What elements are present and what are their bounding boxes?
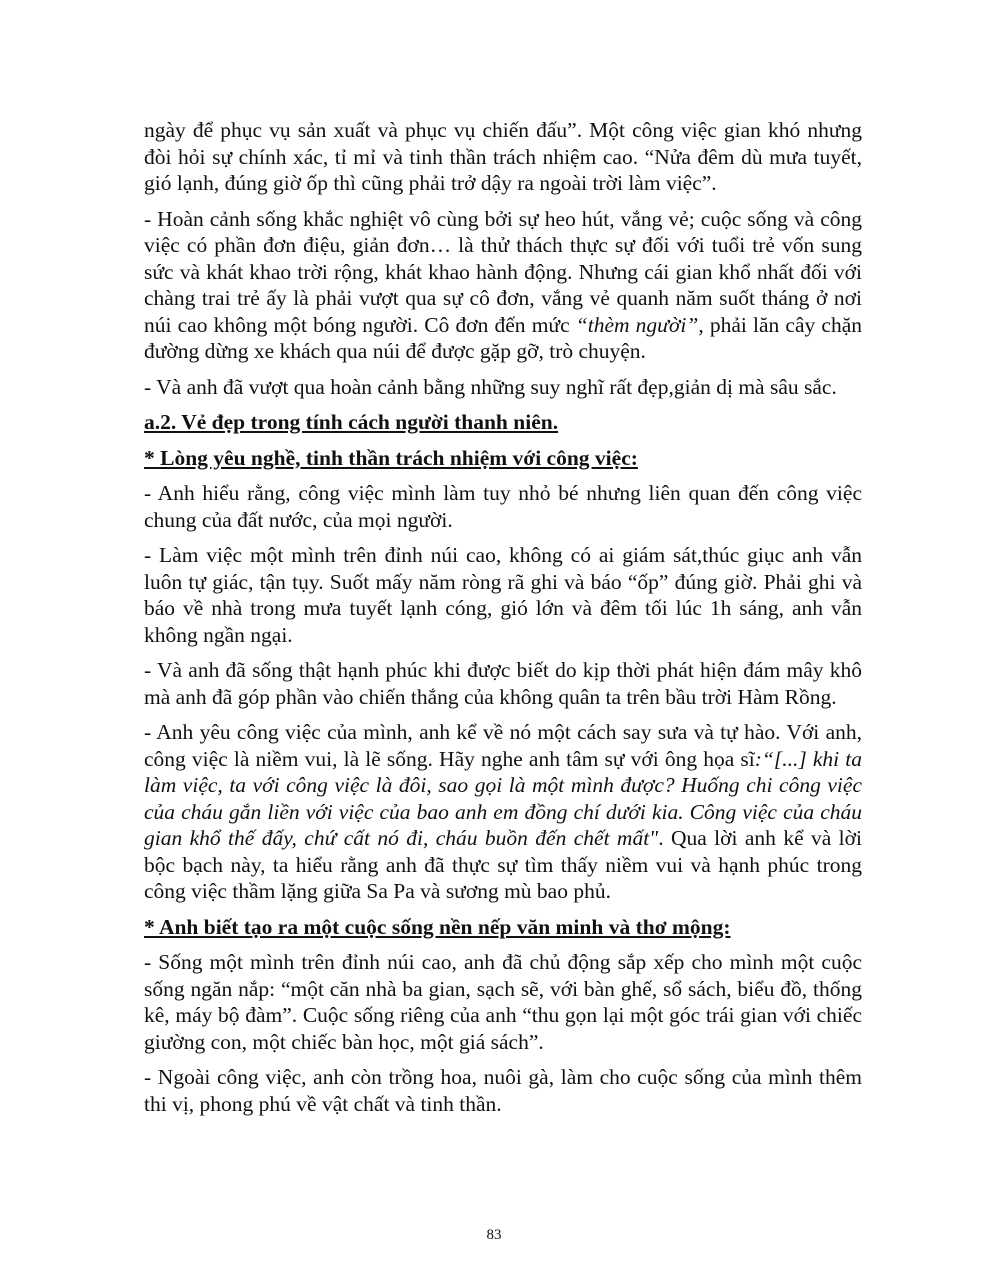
paragraph (144, 542, 862, 648)
paragraph (144, 480, 862, 533)
paragraph (144, 719, 862, 905)
paragraph (144, 949, 862, 1055)
text-run: - Và anh đã vượt qua hoàn cảnh bằng những suy nghĩ rất đẹp,giản dị mà sâu sắc. (144, 374, 837, 399)
paragraph (144, 657, 862, 710)
italic-quote: “thèm người” (575, 312, 699, 337)
italic-quote: :“[...] khi ta làm việc, ta với công việc là đôi, sao gọi là một mình được? Huống chi công việc của cháu gắn liền với việc của bao anh em đồng chí dưới kia. Công việc của cháu gian khổ thế đấy, chứ cất nó đi, cháu buồn đến chết mất" (144, 746, 862, 850)
section-heading: * Lòng yêu nghề, tinh thần trách nhiệm với công việc: (144, 445, 638, 470)
page-number: 83 (486, 1227, 502, 1243)
paragraph (144, 117, 862, 197)
text-run: - Hoàn cảnh sống khắc nghiệt vô cùng bởi sự heo hút, vắng vẻ; cuộc sống và công việc có phần đơn điệu, giản đơn… là thử thách thực sự đối với tuổi trẻ vốn sung sức và khát khao trời rộng, khát khao hành động. Nhưng cái gian khổ nhất đối với chàng trai trẻ ấy là phải vượt qua sự cô đơn, vắng vẻ quanh năm suốt tháng ở nơi núi cao không một bóng người. Cô đơn đến mức (144, 206, 862, 337)
text-run: ngày để phục vụ sản xuất và phục vụ chiến đấu”. Một công việc gian khó nhưng đòi hỏi sự chính xác, tỉ mỉ và tinh thần trách nhiệm cao. “Nửa đêm dù mưa tuyết, gió lạnh, đúng giờ ốp thì cũng phải trở dậy ra ngoài trời làm việc”. (144, 118, 862, 195)
paragraph (144, 1064, 862, 1117)
page-body (144, 117, 862, 1117)
text-run: - Anh yêu công việc của mình, anh kể về nó một cách say sưa và tự hào. Với anh, công việc là niềm vui, là lẽ sống. Hãy nghe anh tâm sự với ông họa sĩ (144, 720, 862, 771)
text-run: - Ngoài công việc, anh còn trồng hoa, nuôi gà, làm cho cuộc sống của mình thêm thi vị, phong phú về vật chất và tinh thần. (144, 1065, 862, 1116)
text-run: - Sống một mình trên đỉnh núi cao, anh đã chủ động sắp xếp cho mình một cuộc sống ngăn nắp: “một căn nhà ba gian, sạch sẽ, với bàn ghế, sổ sách, biểu đồ, thống kê, máy bộ đàm”. Cuộc sống riêng của anh “thu gọn lại một góc trái gian với chiếc giường con, một chiếc bàn học, một giá sách”. (144, 950, 862, 1054)
text-run: , phải lăn cây chặn đường dừng xe khách qua núi để được gặp gỡ, trò chuyện. (144, 312, 862, 363)
paragraph (144, 374, 862, 401)
paragraph (144, 206, 862, 365)
text-run: - Làm việc một mình trên đỉnh núi cao, không có ai giám sát,thúc giục anh vẫn luôn tự giác, tận tụy. Suốt mấy năm ròng rã ghi và báo “ốp” đúng giờ. Phải ghi và báo về nhà trong mưa tuyết lạnh cóng, gió lớn và đêm tối lúc 1h sáng, anh vẫn không ngần ngại. (144, 543, 862, 647)
section-heading: a.2. Vẻ đẹp trong tính cách người thanh niên. (144, 410, 559, 434)
text-run: . Qua lời anh kể và lời bộc bạch này, ta hiểu rằng anh đã thực sự tìm thấy niềm vui và hạnh phúc trong công việc thầm lặng giữa Sa Pa và sương mù bao phủ. (144, 826, 862, 903)
text-run: - Anh hiểu rằng, công việc mình làm tuy nhỏ bé nhưng liên quan đến công việc chung của đất nước, của mọi người. (144, 481, 862, 532)
text-run: - Và anh đã sống thật hạnh phúc khi được biết do kịp thời phát hiện đám mây khô mà anh đã góp phần vào chiến thắng của không quân ta trên bầu trời Hàm Rồng. (144, 658, 862, 709)
section-heading: * Anh biết tạo ra một cuộc sống nền nếp văn minh và thơ mộng: (144, 914, 731, 939)
